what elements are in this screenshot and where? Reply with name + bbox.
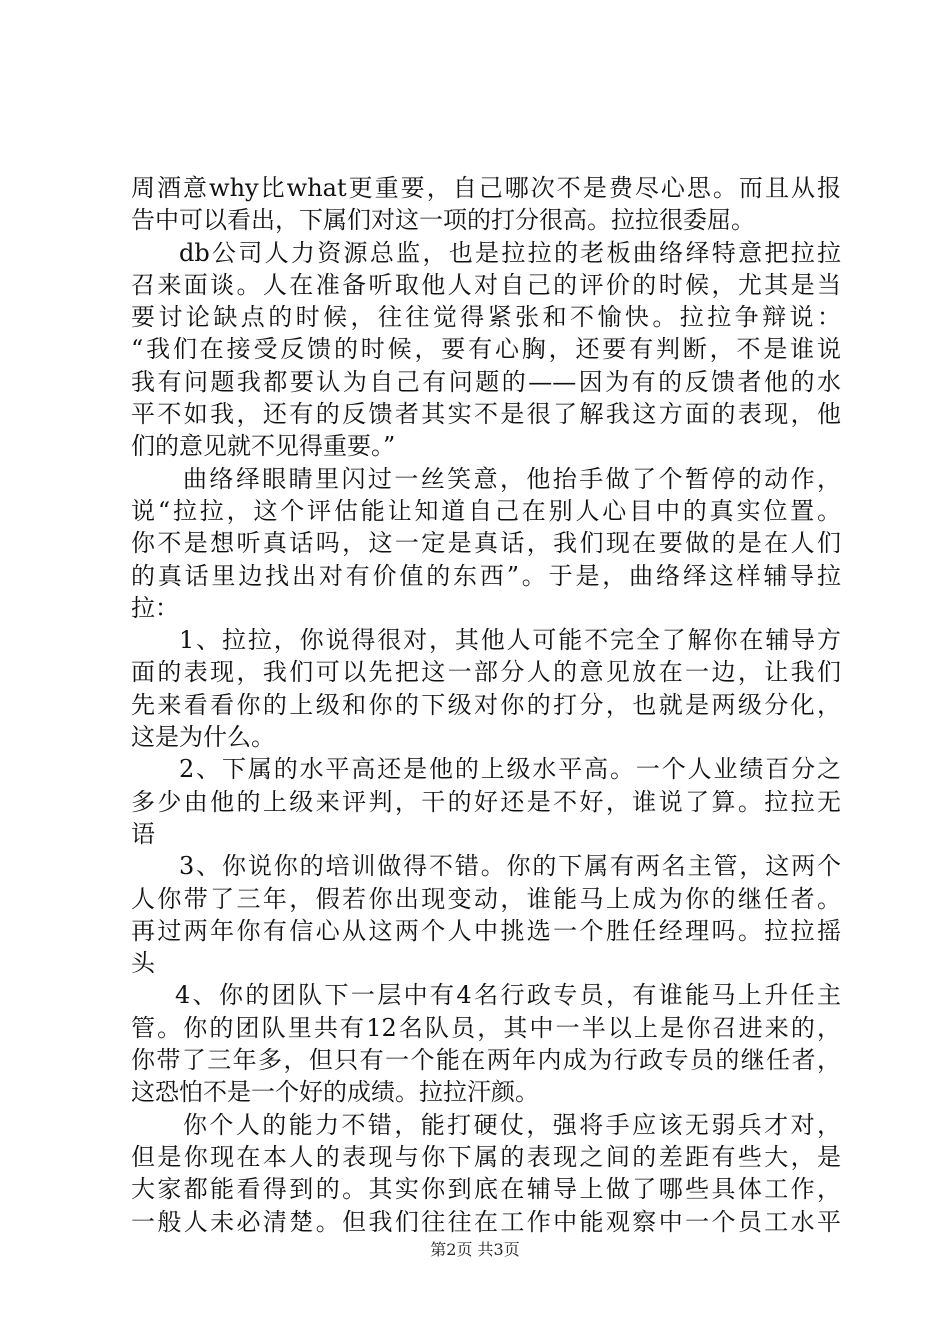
- text-line: 这恐怕不是一个好的成绩。拉拉汗颜。: [131, 1078, 539, 1107]
- text-line: 你不是想听真话吗，这一定是真话，我们现在要做的是在人们: [131, 529, 841, 558]
- text-line: 1、拉拉，你说得很对，其他人可能不完全了解你在辅导方: [179, 626, 841, 655]
- text-line: “我们在接受反馈的时候，要有心胸，还要有判断，不是谁说: [131, 335, 841, 364]
- text-line: 3、你说你的培训做得不错。你的下属有两名主管，这两个: [179, 852, 841, 881]
- text-line: 你带了三年多，但只有一个能在两年内成为行政专员的继任者，: [131, 1046, 841, 1075]
- text-line: 多少由他的上级来评判，干的好还是不好，谁说了算。拉拉无: [131, 787, 841, 816]
- text-line: 但是你现在本人的表现与你下属的表现之间的差距有些大，是: [131, 1142, 841, 1171]
- text-line: 管。你的团队里共有12名队员，其中一半以上是你召进来的，: [131, 1013, 841, 1042]
- text-line: 4、你的团队下一层中有4名行政专员，有谁能马上升任主: [175, 981, 841, 1010]
- text-line: 说“拉拉，这个评估能让知道自己在别人心目中的真实位置。: [131, 496, 841, 525]
- text-line: 这是为什么。: [131, 723, 275, 752]
- text-line: 你个人的能力不错，能打硬仗，强将手应该无弱兵才对，: [183, 1110, 841, 1139]
- text-line: 2、下属的水平高还是他的上级水平高。一个人业绩百分之: [179, 755, 841, 784]
- text-line: 面的表现，我们可以先把这一部分人的意见放在一边，让我们: [131, 658, 841, 687]
- text-line: 语: [131, 819, 155, 848]
- page-number-footer: 第2页 共3页: [430, 1240, 520, 1259]
- text-line: 周酒意why比what更重要，自己哪次不是费尽心思。而且从报: [131, 174, 841, 202]
- text-line: 平不如我，还有的反馈者其实不是很了解我这方面的表现，他: [131, 400, 841, 429]
- text-line: 的真话里边找出对有价值的东西”。于是，曲络绎这样辅导拉: [131, 561, 841, 590]
- text-line: 我有问题我都要认为自己有问题的——因为有的反馈者他的水: [131, 367, 841, 396]
- text-line: 拉：: [131, 593, 179, 622]
- text-line: 先来看看你的上级和你的下级对你的打分，也就是两级分化，: [131, 690, 841, 719]
- text-line: 们的意见就不见得重要。”: [131, 432, 396, 461]
- text-line: 头: [131, 949, 155, 978]
- text-line: 召来面谈。人在准备听取他人对自己的评价的时候，尤其是当: [131, 270, 841, 299]
- text-line: 人你带了三年，假若你出现变动，谁能马上成为你的继任者。: [131, 884, 841, 913]
- text-line: 要讨论缺点的时候，往往觉得紧张和不愉快。拉拉争辩说：: [131, 303, 841, 332]
- text-line: 再过两年你有信心从这两个人中挑选一个胜任经理吗。拉拉摇: [131, 916, 841, 945]
- text-line: db公司人力资源总监，也是拉拉的老板曲络绎特意把拉拉: [179, 238, 841, 267]
- text-line: 告中可以看出，下属们对这一项的打分很高。拉拉很委屈。: [131, 206, 755, 235]
- text-line: 大家都能看得到的。其实你到底在辅导上做了哪些具体工作，: [131, 1175, 841, 1204]
- text-line: 曲络绎眼睛里闪过一丝笑意，他抬手做了个暂停的动作，: [183, 464, 841, 493]
- text-line: 一般人未必清楚。但我们往往在工作中能观察中一个员工水平: [131, 1207, 841, 1236]
- document-body: [131, 172, 841, 1238]
